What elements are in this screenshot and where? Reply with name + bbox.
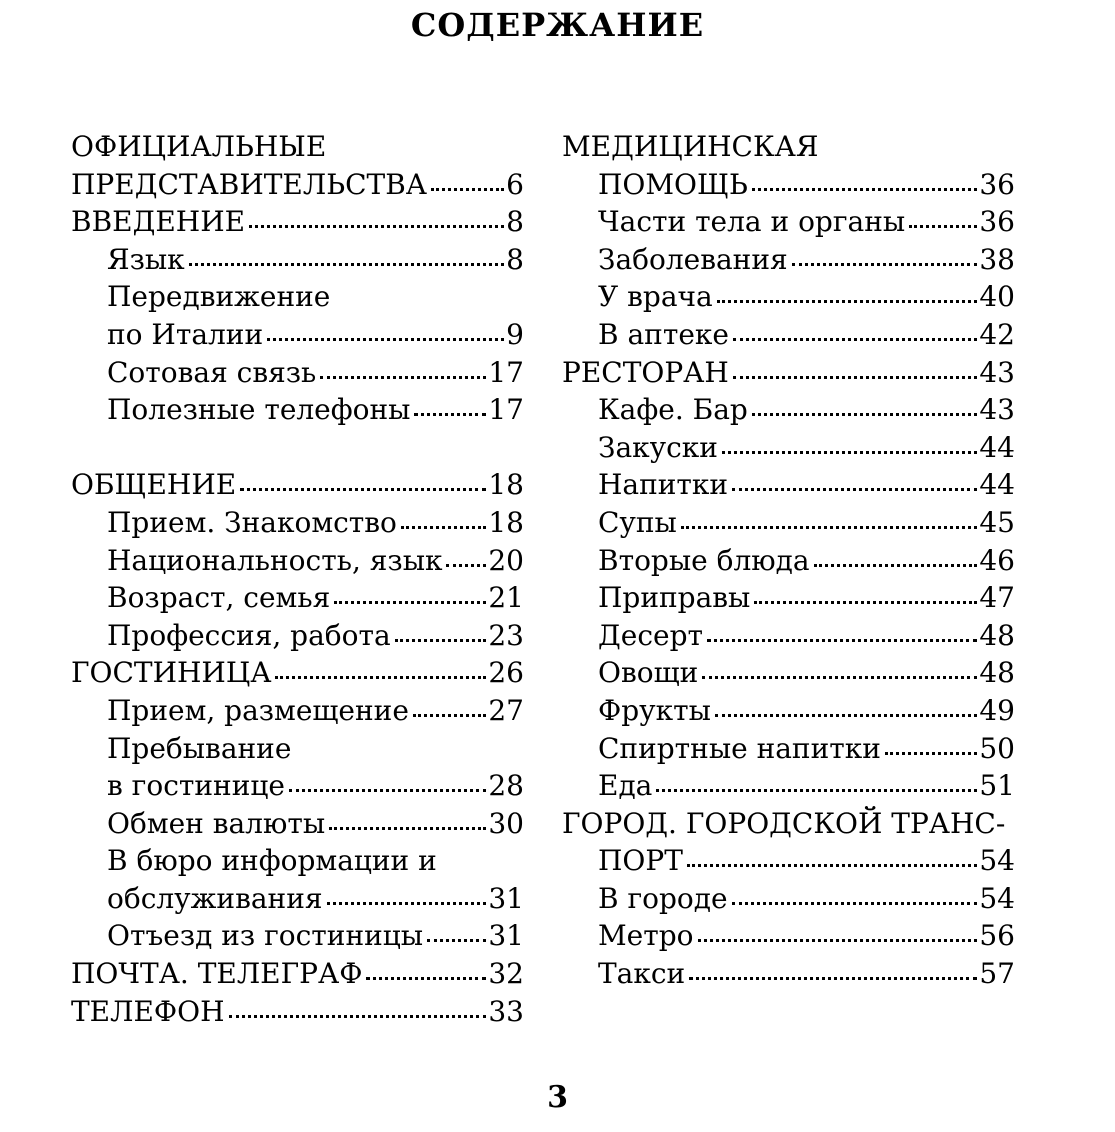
toc-entry <box>71 166 524 204</box>
toc-dot-leader <box>427 939 486 942</box>
toc-entry-label: Пребывание <box>107 731 292 765</box>
toc-entry-page: 36 <box>979 205 1015 239</box>
toc-entry <box>562 730 1015 768</box>
toc-entry-page: 56 <box>979 919 1015 953</box>
toc-entry-label: ОБЩЕНИЕ <box>71 468 237 502</box>
toc-entry <box>562 692 1015 730</box>
toc-entry-label: ГОРОД. ГОРОДСКОЙ ТРАНС- <box>562 806 1006 840</box>
toc-dot-leader <box>446 564 486 567</box>
toc-entry <box>562 166 1015 204</box>
toc-entry-label: Прием, размещение <box>107 693 409 727</box>
toc-dot-leader <box>752 413 978 416</box>
toc-entry <box>71 730 524 768</box>
toc-entry <box>71 692 524 730</box>
toc-entry-page: 44 <box>979 468 1015 502</box>
toc-dot-leader <box>733 376 978 379</box>
toc-dot-leader <box>909 225 977 228</box>
toc-entry <box>562 955 1015 993</box>
toc-entry-page: 33 <box>488 994 524 1028</box>
toc-left-column <box>71 128 524 1030</box>
toc-dot-leader <box>413 714 486 717</box>
toc-entry-label: Кафе. Бар <box>598 393 748 427</box>
toc-entry-label: Супы <box>598 505 677 539</box>
toc-dot-leader <box>814 564 978 567</box>
toc-entry <box>562 316 1015 354</box>
toc-entry-page: 36 <box>979 167 1015 201</box>
toc-entry-page: 44 <box>979 430 1015 464</box>
toc-entry-label: Обмен валюты <box>107 806 326 840</box>
toc-entry <box>71 993 524 1031</box>
toc-entry-label: В бюро информации и <box>107 844 437 878</box>
toc-entry-label: Полезные телефоны <box>107 393 411 427</box>
toc-entry <box>562 842 1015 880</box>
toc-dot-leader <box>707 639 977 642</box>
toc-entry <box>562 241 1015 279</box>
toc-entry-label: Вторые блюда <box>598 543 810 577</box>
toc-entry <box>71 579 524 617</box>
toc-entry-page: 6 <box>506 167 524 201</box>
toc-entry-page: 20 <box>488 543 524 577</box>
toc-entry-label: Овощи <box>598 656 699 690</box>
toc-entry-label: ПОЧТА. ТЕЛЕГРАФ <box>71 957 363 991</box>
toc-entry-label: ТЕЛЕФОН <box>71 994 225 1028</box>
toc-dot-leader <box>395 639 487 642</box>
toc-entry <box>562 917 1015 955</box>
toc-entry-label: Национальность, язык <box>107 543 443 577</box>
toc-entry <box>562 203 1015 241</box>
toc-entry <box>71 955 524 993</box>
toc-dot-leader <box>732 488 977 491</box>
toc-entry-page: 8 <box>506 242 524 276</box>
toc-entry-label: Метро <box>598 919 694 953</box>
toc-dot-leader <box>792 263 978 266</box>
toc-entry-page: 42 <box>979 317 1015 351</box>
toc-dot-leader <box>229 1015 487 1018</box>
toc-dot-leader <box>687 864 977 867</box>
toc-entry-label: ВВЕДЕНИЕ <box>71 205 246 239</box>
toc-dot-leader <box>702 676 977 679</box>
toc-entry-page: 45 <box>979 505 1015 539</box>
toc-entry-label: У врача <box>598 280 713 314</box>
toc-dot-leader <box>717 300 978 303</box>
toc-entry-page: 28 <box>488 769 524 803</box>
toc-entry <box>562 391 1015 429</box>
toc-entry <box>562 466 1015 504</box>
toc-entry-page: 31 <box>488 919 524 953</box>
toc-entry-page: 31 <box>488 881 524 915</box>
toc-entry-label: Приправы <box>598 581 751 615</box>
toc-entry-label: Еда <box>598 769 653 803</box>
toc-dot-leader <box>656 789 977 792</box>
toc-entry-label: по Италии <box>107 317 264 351</box>
toc-entry <box>562 805 1015 843</box>
toc-entry-page: 38 <box>979 242 1015 276</box>
toc-entry-page: 46 <box>979 543 1015 577</box>
toc-entry-page: 50 <box>979 731 1015 765</box>
toc-entry <box>71 391 524 429</box>
toc-entry <box>71 278 524 316</box>
toc-entry-label: Прием. Знакомство <box>107 505 397 539</box>
toc-right-column <box>562 128 1015 993</box>
toc-dot-leader <box>698 939 978 942</box>
toc-dot-leader <box>320 376 486 379</box>
toc-entry <box>71 466 524 504</box>
toc-entry-page: 23 <box>488 618 524 652</box>
toc-entry <box>71 354 524 392</box>
toc-entry <box>71 917 524 955</box>
toc-entry-label: Возраст, семья <box>107 581 331 615</box>
toc-dot-leader <box>732 902 978 905</box>
toc-entry-page: 17 <box>488 393 524 427</box>
toc-dot-leader <box>401 526 486 529</box>
toc-entry-page: 27 <box>488 693 524 727</box>
toc-dot-leader <box>885 752 977 755</box>
toc-dot-leader <box>267 338 504 341</box>
toc-entry-page: 47 <box>979 581 1015 615</box>
toc-entry-page: 43 <box>979 355 1015 389</box>
toc-entry <box>562 429 1015 467</box>
toc-entry-label: Отъезд из гостиницы <box>107 919 424 953</box>
toc-dot-leader <box>715 714 977 717</box>
toc-entry <box>562 880 1015 918</box>
toc-entry <box>71 880 524 918</box>
toc-entry-page: 40 <box>979 280 1015 314</box>
toc-entry-label: ПОРТ <box>598 844 683 878</box>
toc-entry-page: 49 <box>979 693 1015 727</box>
toc-entry-page: 17 <box>488 355 524 389</box>
toc-entry <box>71 128 524 166</box>
toc-dot-leader <box>249 225 504 228</box>
toc-entry <box>562 128 1015 166</box>
toc-entry <box>562 617 1015 655</box>
toc-entry-page: 18 <box>488 468 524 502</box>
toc-entry-label: ГОСТИНИЦА <box>71 656 272 690</box>
toc-entry <box>562 504 1015 542</box>
toc-spacer <box>71 429 524 467</box>
toc-entry-page: 48 <box>979 618 1015 652</box>
toc-entry-label: Заболевания <box>598 242 788 276</box>
toc-entry <box>71 654 524 692</box>
toc-entry-label: Спиртные напитки <box>598 731 881 765</box>
toc-dot-leader <box>366 977 486 980</box>
toc-entry-label: Десерт <box>598 618 703 652</box>
toc-entry-label: Напитки <box>598 468 729 502</box>
toc-entry-page: 57 <box>979 957 1015 991</box>
toc-entry <box>562 579 1015 617</box>
toc-entry-page: 8 <box>506 205 524 239</box>
toc-entry-page: 48 <box>979 656 1015 690</box>
toc-entry-label: ПРЕДСТАВИТЕЛЬСТВА <box>71 167 427 201</box>
toc-dot-leader <box>240 488 486 491</box>
toc-dot-leader <box>189 263 505 266</box>
toc-entry-page: 9 <box>506 317 524 351</box>
toc-entry-label: ПОМОЩЬ <box>598 167 748 201</box>
toc-dot-leader <box>431 188 504 191</box>
toc-entry-page: 18 <box>488 505 524 539</box>
toc-entry <box>71 842 524 880</box>
toc-entry-page: 26 <box>488 656 524 690</box>
toc-dot-leader <box>327 902 487 905</box>
toc-entry-page: 21 <box>488 581 524 615</box>
toc-entry-page: 51 <box>979 769 1015 803</box>
toc-entry <box>562 654 1015 692</box>
toc-entry <box>71 617 524 655</box>
toc-dot-leader <box>289 789 486 792</box>
toc-dot-leader <box>329 827 486 830</box>
toc-dot-leader <box>689 977 977 980</box>
toc-dot-leader <box>733 338 977 341</box>
toc-entry-label: РЕСТОРАН <box>562 355 729 389</box>
toc-entry-label: В аптеке <box>598 317 729 351</box>
toc-dot-leader <box>414 413 486 416</box>
toc-dot-leader <box>722 451 977 454</box>
toc-entry-label: в гостинице <box>107 769 285 803</box>
toc-entry <box>71 767 524 805</box>
toc-entry-page: 43 <box>979 393 1015 427</box>
toc-entry-label: Передвижение <box>107 280 331 314</box>
toc-dot-leader <box>752 188 978 191</box>
toc-entry <box>71 805 524 843</box>
toc-entry <box>562 542 1015 580</box>
toc-entry <box>71 316 524 354</box>
toc-entry-label: Профессия, работа <box>107 618 391 652</box>
toc-entry-label: МЕДИЦИНСКАЯ <box>562 130 819 163</box>
toc-entry-label: Сотовая связь <box>107 355 317 389</box>
toc-entry-label: Закуски <box>598 430 718 464</box>
toc-dot-leader <box>275 676 486 679</box>
toc-entry-page: 54 <box>979 881 1015 915</box>
toc-entry-label: Такси <box>598 957 686 991</box>
toc-entry-label: Фрукты <box>598 693 711 727</box>
toc-entry-page: 32 <box>488 957 524 991</box>
toc-entry <box>71 542 524 580</box>
toc-entry-page: 54 <box>979 844 1015 878</box>
toc-entry-page: 30 <box>488 806 524 840</box>
toc-entry <box>71 504 524 542</box>
toc-dot-leader <box>334 601 486 604</box>
toc-entry <box>562 354 1015 392</box>
toc-entry <box>71 203 524 241</box>
toc-entry-label: Части тела и органы <box>598 205 906 239</box>
toc-entry-label: обслуживания <box>107 881 323 915</box>
toc-dot-leader <box>681 526 978 529</box>
toc-entry <box>562 767 1015 805</box>
toc-entry-label: ОФИЦИАЛЬНЫЕ <box>71 130 327 163</box>
toc-entry <box>71 241 524 279</box>
page-number: 3 <box>547 1080 568 1115</box>
toc-entry <box>562 278 1015 316</box>
toc-entry-label: Язык <box>107 242 185 276</box>
page-title: СОДЕРЖАНИЕ <box>410 6 705 44</box>
toc-dot-leader <box>754 601 977 604</box>
toc-entry-label: В городе <box>598 881 728 915</box>
